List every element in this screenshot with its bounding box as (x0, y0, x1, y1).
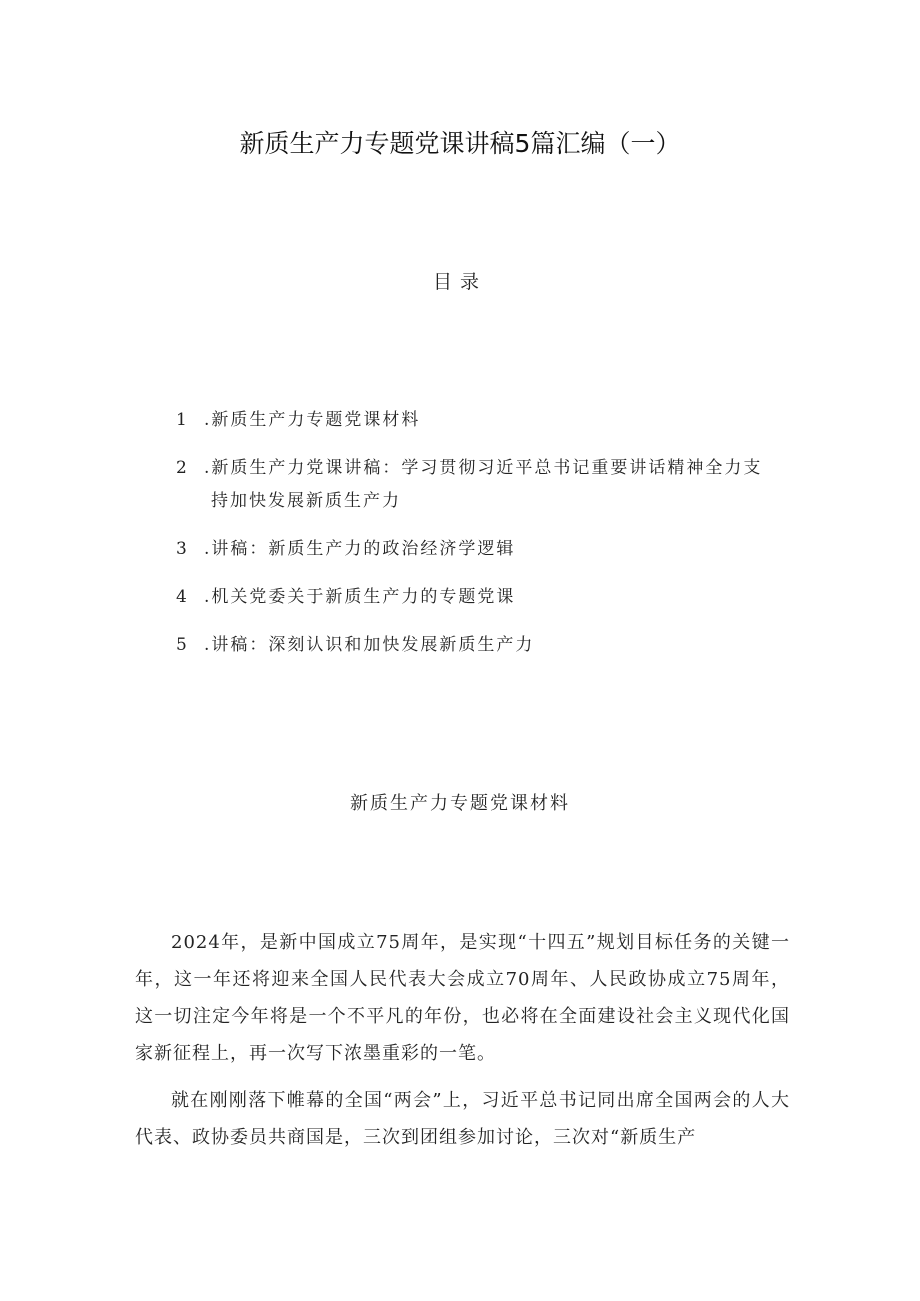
toc-item-1 (176, 404, 796, 437)
toc-item-continuation: 持加快发展新质生产力 (211, 491, 401, 511)
section-title: 新质生产力专题党课材料 (350, 793, 570, 814)
toc-item-text: .新质生产力专题党课材料 (204, 410, 421, 430)
toc-item-5 (176, 629, 796, 662)
toc-item-text: .机关党委关于新质生产力的专题党课 (204, 587, 516, 607)
toc-item-text: .新质生产力党课讲稿：学习贯彻习近平总书记重要讲话精神全力支 (204, 458, 763, 478)
toc-item-3 (176, 533, 796, 566)
toc-item-number: 3 (176, 539, 189, 559)
toc-item-text: .讲稿：新质生产力的政治经济学逻辑 (204, 539, 516, 559)
body-text (135, 924, 790, 1166)
toc-item-number: 5 (176, 635, 189, 655)
toc-item-number: 2 (176, 458, 189, 478)
toc-item-4 (176, 581, 796, 614)
toc-item-number: 1 (176, 410, 189, 430)
toc-item-text: .讲稿：深刻认识和加快发展新质生产力 (204, 635, 535, 655)
document-title: 新质生产力专题党课讲稿5篇汇编（一） (239, 129, 681, 158)
toc-item-number: 4 (176, 587, 189, 607)
toc-item-2 (176, 452, 796, 518)
paragraph: 2024年，是新中国成立75周年，是实现“十四五”规划目标任务的关键一年，这一年还将迎来全国人民代表大会成立70周年、人民政协成立75周年，这一切注定今年将是一个不平凡的年份，也必将在全面建设社会主义现代化国家新征程上，再一次写下浓墨重彩的一笔。 (135, 932, 790, 1064)
paragraph: 就在刚刚落下帷幕的全国“两会”上，习近平总书记同出席全国两会的人大代表、政协委员共商国是，三次到团组参加讨论，三次对“新质生产 (135, 1090, 790, 1148)
table-of-contents (176, 404, 796, 677)
toc-heading: 目录 (432, 271, 487, 293)
